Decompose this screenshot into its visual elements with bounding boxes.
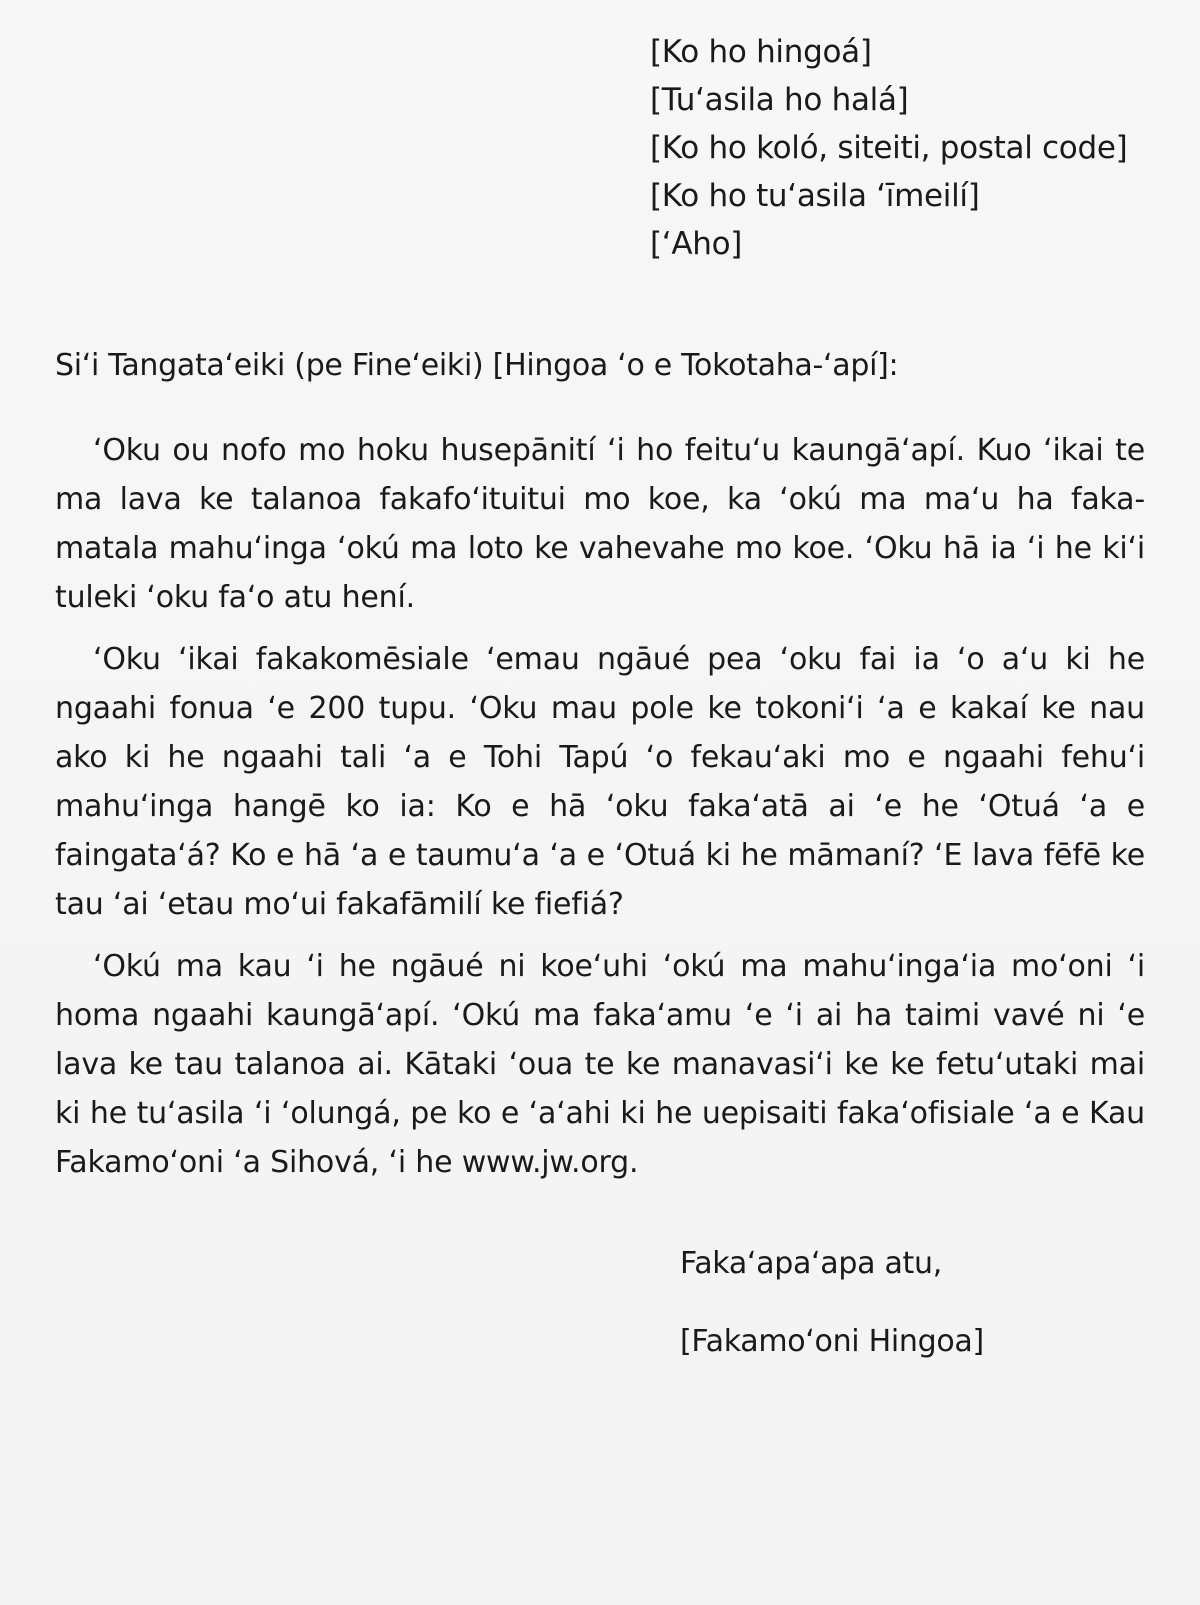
body-paragraph: ʻOku ʻikai fakakomēsiale ʻemau ngāué pea ʻoku fai ia ʻo aʻu ki he ngaahi fonua ʻe 200 tupu. ʻOku mau pole ke tokoniʻi ʻa e kakaí ke nau ako ki he ngaahi tali ʻa e Tohi Tapú ʻo fekauʻaki mo e ngaahi fehuʻi mahuʻinga hangē ko ia: Ko e hā ʻoku fakaʻatā ai ʻe he ʻOtuá ʻa e faingataʻá? Ko e hā ʻa e taumuʻa ʻa e ʻOtuá ki he māmaní? ʻE lava fēfē ke tau ʻai ʻetau moʻui fakafāmilí ke fiefiá? bbox=[55, 642, 1145, 922]
sender-email-line: [Ko ho tuʻasila ʻīmeilí] bbox=[650, 178, 980, 214]
closing: Fakaʻapaʻapa atu, bbox=[680, 1246, 942, 1281]
signature-placeholder: [Fakamoʻoni Hingoa] bbox=[680, 1324, 984, 1359]
sender-street-line: [Tuʻasila ho halá] bbox=[650, 82, 909, 118]
date-line: [ʻAho] bbox=[650, 226, 743, 262]
sender-name-line: [Ko ho hingoá] bbox=[650, 34, 872, 70]
letter-body bbox=[55, 426, 1145, 1200]
sender-address-block bbox=[650, 28, 1127, 268]
salutation: Siʻi Tangataʻeiki (pe Fineʻeiki) [Hingoa ʻo e Tokotaha-ʻapí]: bbox=[55, 348, 899, 383]
body-paragraph: ʻOkú ma kau ʻi he ngāué ni koeʻuhi ʻokú ma mahuʻingaʻia moʻoni ʻi homa ngaahi kaungāʻapí. ʻOkú ma fakaʻamu ʻe ʻi ai ha taimi vavé ni ʻe lava ke tau talanoa ai. Kātaki ʻoua te ke manavasiʻi ke ke fetuʻutaki mai ki he tuʻasila ʻi ʻolungá, pe ko e ʻaʻahi ki he uepisaiti fakaʻofisiale ʻa e Kau Fakamoʻoni ʻa Sihová, ʻi he www.jw.org. bbox=[55, 949, 1145, 1180]
sender-city-line: [Ko ho koló, siteiti, postal code] bbox=[650, 130, 1128, 166]
body-paragraph: ʻOku ou nofo mo hoku husepānití ʻi ho feituʻu kaungāʻapí. Kuo ʻikai te ma lava ke talanoa fakafoʻituitui mo koe, ka ʻokú ma maʻu ha faka-matala mahuʻinga ʻokú ma loto ke vahevahe mo koe. ʻOku hā ia ʻi he kiʻi tuleki ʻoku faʻo atu hení. bbox=[55, 433, 1145, 615]
